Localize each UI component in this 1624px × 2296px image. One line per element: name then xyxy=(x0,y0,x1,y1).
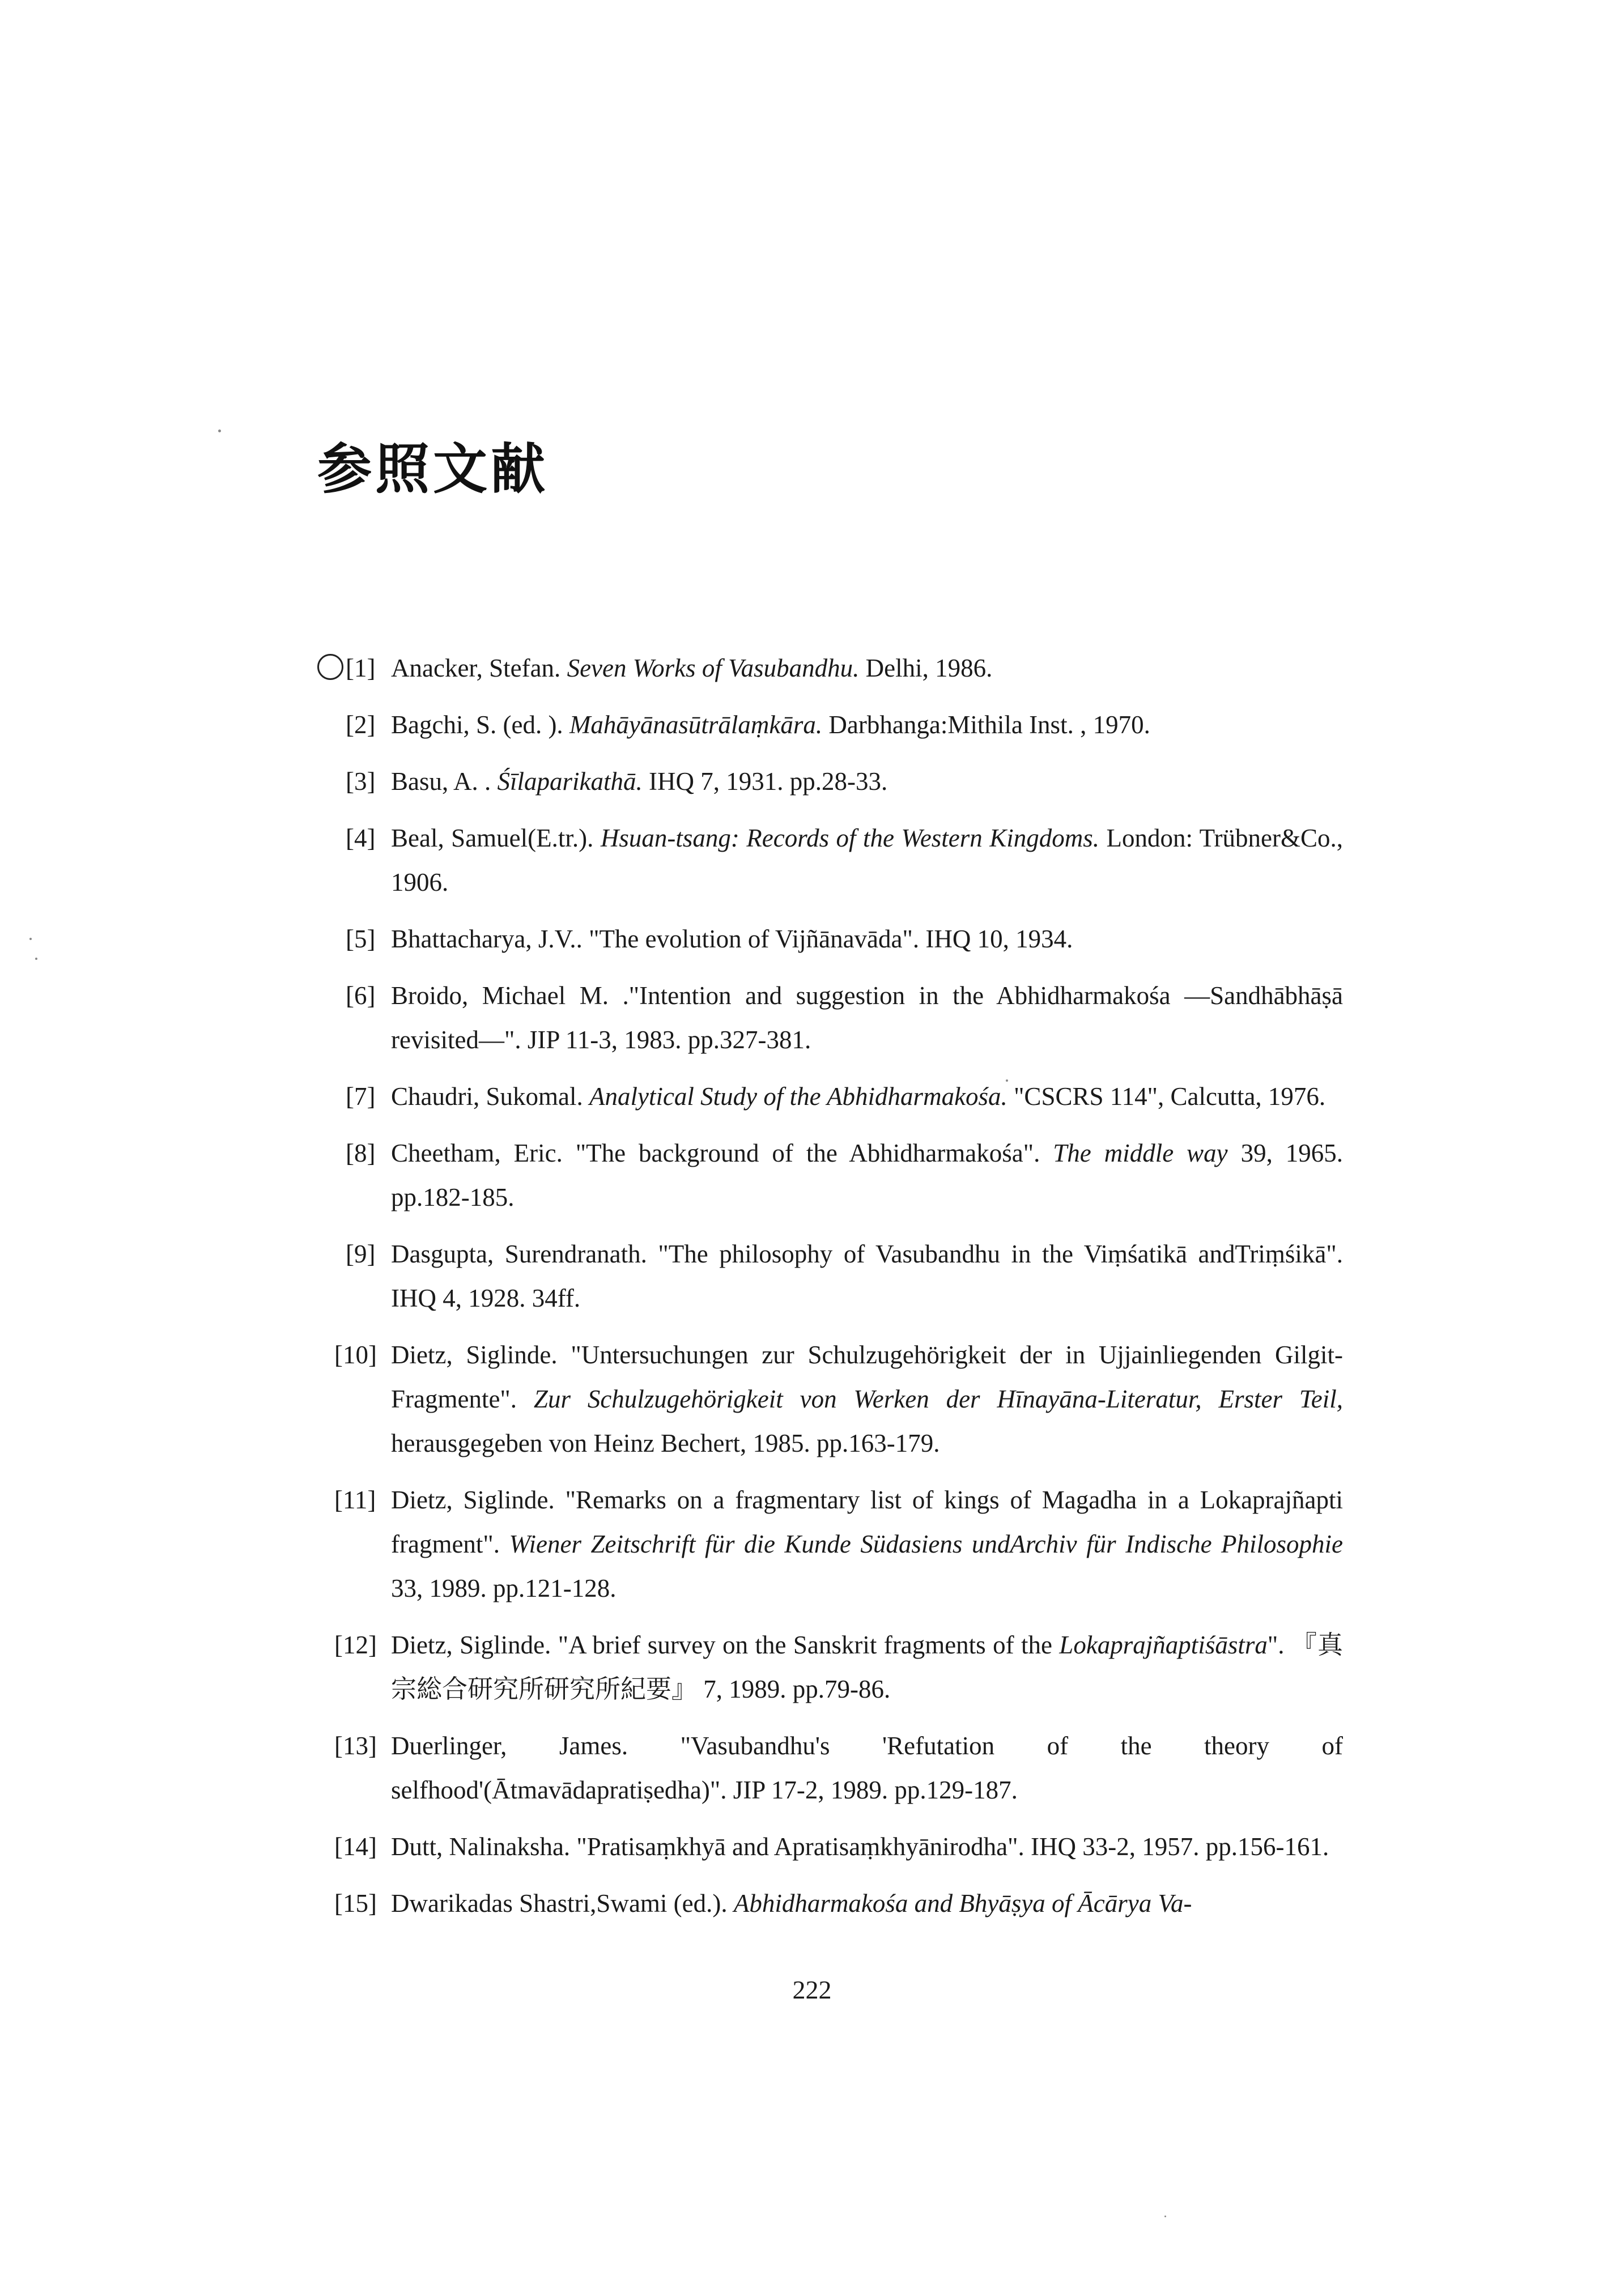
reference-segment: "CSCRS 114", Calcutta, 1976. xyxy=(1007,1082,1326,1111)
reference-text xyxy=(391,1631,1343,1703)
reference-number: [9] xyxy=(346,1240,376,1268)
scan-speck xyxy=(218,430,221,432)
reference-segment: Delhi, 1986. xyxy=(859,654,993,682)
reference-segment: Dasgupta, Surendranath. "The philosophy of Vasubandhu in the Viṃśatikā andTriṃśikā". IHQ 4, 1928. 34ff. xyxy=(391,1240,1343,1312)
reference-segment: Chaudri, Sukomal. xyxy=(391,1082,589,1111)
reference-entry xyxy=(329,1131,1343,1219)
reference-text xyxy=(391,1889,1192,1917)
reference-title: Seven Works of Vasubandhu. xyxy=(567,654,860,682)
reference-number: [11] xyxy=(334,1486,376,1514)
reference-text xyxy=(391,1486,1343,1602)
reference-text xyxy=(391,654,992,682)
reference-entry xyxy=(329,1623,1343,1711)
reference-segment: IHQ 7, 1931. pp.28-33. xyxy=(642,767,888,796)
reference-title: Wiener Zeitschrift für die Kunde Südasiens undArchiv für Indische Philosophie xyxy=(509,1530,1344,1558)
reference-segment: Broido, Michael M. ."Intention and suggestion in the Abhidharmakośa —Sandhābhāṣā revisited—". JIP 11-3, 1983. pp.327-381. xyxy=(391,981,1343,1054)
reference-number: [2] xyxy=(346,711,376,739)
reference-text xyxy=(391,1139,1343,1211)
reference-segment: Dietz, Siglinde. "A brief survey on the Sanskrit fragments of the xyxy=(391,1631,1060,1659)
reference-text xyxy=(391,1341,1343,1457)
circle-mark-icon xyxy=(317,654,343,680)
reference-segment: Basu, A. . xyxy=(391,767,498,796)
reference-entry xyxy=(329,703,1343,747)
reference-segment: Beal, Samuel(E.tr.). xyxy=(391,824,601,852)
reference-text xyxy=(391,1732,1343,1804)
reference-number: [1] xyxy=(346,654,376,682)
reference-text xyxy=(391,711,1150,739)
reference-list xyxy=(329,646,1343,1938)
reference-entry xyxy=(329,1074,1343,1119)
scan-speck xyxy=(35,958,37,960)
reference-number: [3] xyxy=(346,767,376,796)
reference-text xyxy=(391,925,1073,953)
reference-entry xyxy=(329,816,1343,904)
reference-entry xyxy=(329,1333,1343,1465)
reference-text xyxy=(391,824,1343,896)
reference-title: Śīlaparikathā. xyxy=(497,767,643,796)
reference-segment: Duerlinger, James. "Vasubandhu's 'Refutation of the theory of selfhood'(Ātmavādapratiṣedha)". JIP 17-2, 1989. pp.129-187. xyxy=(391,1732,1343,1804)
reference-entry xyxy=(329,917,1343,961)
reference-segment: Dietz, Siglinde. "Remarks on a fragmentary list of kings of Magadha in a Lokaprajñapti fragment". xyxy=(391,1486,1343,1558)
page-number: 222 xyxy=(792,1975,832,2004)
reference-text xyxy=(391,1832,1329,1861)
reference-segment: Bhattacharya, J.V.. "The evolution of Vijñānavāda". IHQ 10, 1934. xyxy=(391,925,1073,953)
reference-text xyxy=(391,1082,1325,1111)
reference-title: Abhidharmakośa and Bhyāṣya of Ācārya Va- xyxy=(733,1889,1192,1917)
reference-number: [7] xyxy=(346,1082,376,1111)
reference-entry xyxy=(329,646,1343,690)
reference-entry xyxy=(329,1232,1343,1320)
reference-number: [8] xyxy=(346,1139,376,1167)
reference-title: Hsuan-tsang: Records of the Western Kingdoms. xyxy=(600,824,1100,852)
reference-entry xyxy=(329,1881,1343,1925)
reference-segment: Bagchi, S. (ed. ). xyxy=(391,711,569,739)
reference-segment: Darbhanga:Mithila Inst. , 1970. xyxy=(822,711,1150,739)
reference-number: [10] xyxy=(334,1341,377,1369)
reference-text xyxy=(391,767,887,796)
reference-title: Mahāyānasūtrālaṃkāra. xyxy=(569,711,823,739)
reference-segment: London: Trübner&Co., 1906. xyxy=(391,824,1344,896)
reference-number: [5] xyxy=(346,925,376,953)
reference-entry xyxy=(329,1478,1343,1610)
page-title: 参照文献 xyxy=(317,437,549,501)
reference-number: [6] xyxy=(346,981,376,1010)
scan-speck xyxy=(1164,2216,1166,2217)
reference-number: [15] xyxy=(334,1889,377,1917)
reference-entry xyxy=(329,973,1343,1062)
reference-segment: Anacker, Stefan. xyxy=(391,654,567,682)
reference-number: [13] xyxy=(334,1732,377,1760)
reference-number: [4] xyxy=(346,824,376,852)
scan-speck xyxy=(29,938,32,940)
reference-entry xyxy=(329,1724,1343,1812)
reference-segment: ". 『真宗総合研究所研究所紀要』 7, 1989. pp.79-86. xyxy=(391,1631,1343,1703)
reference-title: Lokaprajñaptiśāstra xyxy=(1059,1631,1268,1659)
scan-speck xyxy=(1006,1079,1008,1082)
reference-segment: herausgegeben von Heinz Bechert, 1985. pp.163-179. xyxy=(391,1429,940,1457)
reference-segment: Dutt, Nalinaksha. "Pratisaṃkhyā and Apratisaṃkhyānirodha". IHQ 33-2, 1957. pp.156-161. xyxy=(391,1832,1329,1861)
reference-entry xyxy=(329,759,1343,803)
reference-text xyxy=(391,981,1343,1054)
reference-title: The middle way xyxy=(1053,1139,1228,1167)
reference-segment: Cheetham, Eric. "The background of the Abhidharmakośa". xyxy=(391,1139,1053,1167)
reference-entry xyxy=(329,1825,1343,1869)
reference-segment: Dietz, Siglinde. "Untersuchungen zur Schulzugehörigkeit der in Ujjainliegenden Gilgit-Fragmente". xyxy=(391,1341,1343,1413)
reference-segment: Dwarikadas Shastri,Swami (ed.). xyxy=(391,1889,734,1917)
reference-title: Analytical Study of the Abhidharmakośa. xyxy=(589,1082,1007,1111)
reference-segment: 33, 1989. pp.121-128. xyxy=(391,1574,617,1602)
reference-text xyxy=(391,1240,1343,1312)
reference-number: [14] xyxy=(334,1832,377,1861)
reference-number: [12] xyxy=(334,1631,377,1659)
reference-segment: 39, 1965. pp.182-185. xyxy=(391,1139,1344,1211)
reference-title: Zur Schulzugehörigkeit von Werken der Hīnayāna-Literatur, Erster Teil, xyxy=(533,1385,1343,1413)
